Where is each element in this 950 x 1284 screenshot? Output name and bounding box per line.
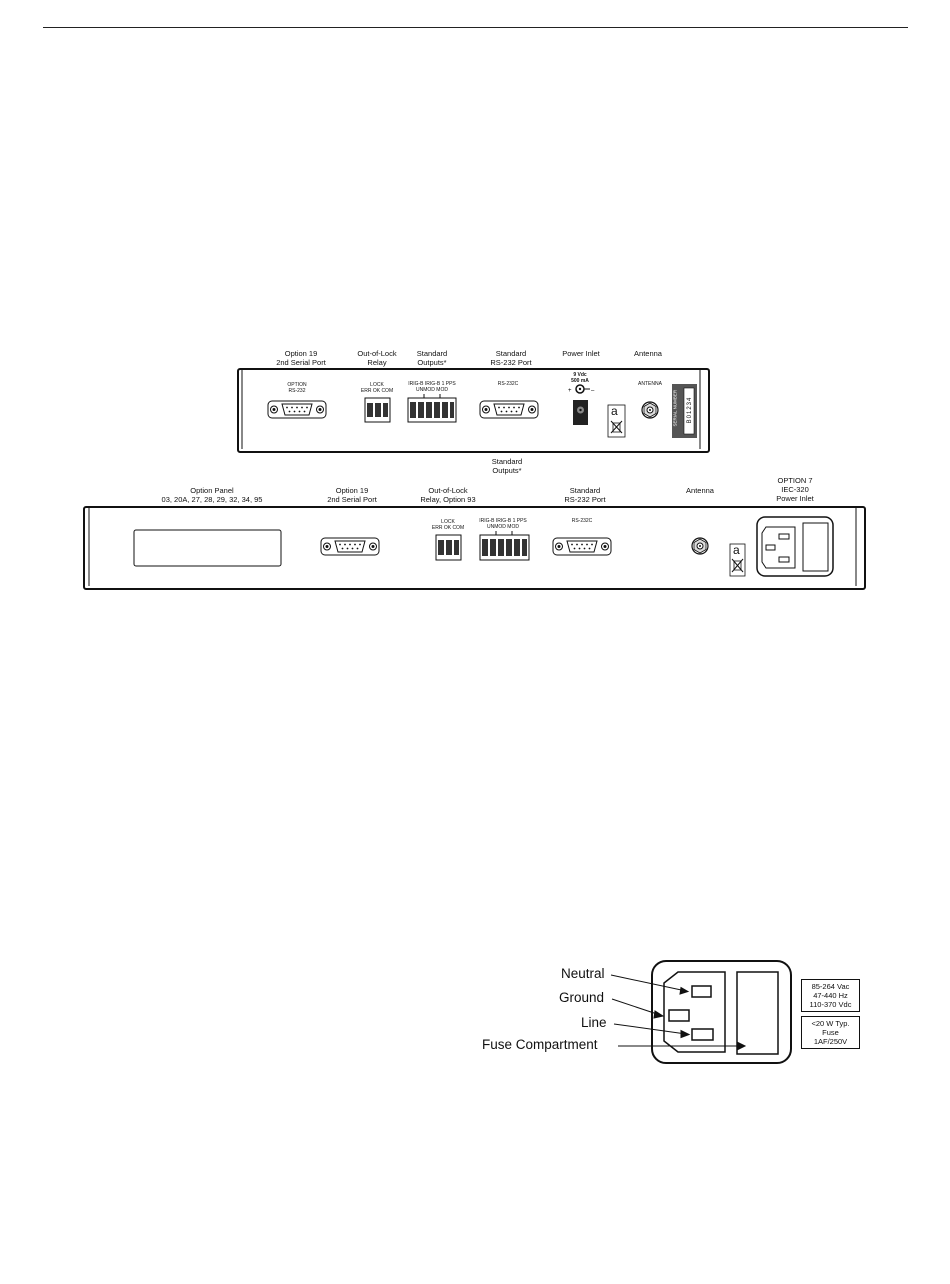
relay-terminal-block	[365, 398, 390, 422]
fuse-box: <20 W Typ. Fuse 1AF/250V	[801, 1016, 860, 1049]
label-option19: Option 19 2nd Serial Port	[276, 349, 326, 367]
silk-rs232c: RS-232C	[497, 381, 519, 387]
outputs-terminal-block	[480, 531, 529, 560]
label-antenna: Antenna	[634, 349, 662, 358]
neutral-pin	[692, 986, 711, 997]
label-option-panel: Option Panel 03, 20A, 27, 28, 29, 32, 34, 95	[161, 486, 263, 504]
callout-line: Line	[581, 1015, 607, 1030]
rs232-db9-connector	[553, 538, 611, 555]
label-outputs: Standard Outputs*	[416, 349, 448, 367]
silk-irig: IRIG-B IRIG-B 1 PPS UNMOD MOD	[479, 518, 527, 530]
ground-pin	[669, 1010, 689, 1021]
weee-mark-a: a	[611, 404, 618, 418]
dc-power-jack	[568, 385, 595, 425]
label-option19: Option 19 2nd Serial Port	[327, 486, 377, 504]
line-pin	[692, 1029, 713, 1040]
option19-db9-connector	[321, 538, 379, 555]
silk-antenna: ANTENNA	[638, 381, 662, 387]
silk-rs232c: RS-232C	[571, 518, 593, 524]
label-relay: Out-of-Lock Relay, Option 93	[420, 486, 476, 504]
callout-neutral: Neutral	[561, 966, 605, 981]
silk-irig: IRIG-B IRIG-B 1 PPS UNMOD MOD	[408, 381, 456, 393]
label-antenna: Antenna	[686, 486, 714, 495]
iec320-power-inlet	[757, 517, 833, 576]
silk-lock: LOCK ERR OK COM	[431, 519, 465, 531]
inlet-detail-drawing	[652, 961, 791, 1063]
label-rs232: Standard RS-232 Port	[490, 349, 532, 367]
relay-terminal-block	[436, 535, 461, 560]
label-power-inlet: Power Inlet	[562, 349, 600, 358]
serial-number-value: B01234	[687, 396, 693, 424]
outputs-terminal-block	[408, 394, 456, 422]
label-option7: OPTION 7 IEC-320 Power Inlet	[776, 476, 814, 503]
fuse-compartment	[737, 972, 778, 1054]
label-rs232: Standard RS-232 Port	[564, 486, 606, 504]
label-relay: Out-of-Lock Relay	[357, 349, 397, 367]
silk-option-rs232: OPTION RS-232	[287, 382, 307, 394]
antenna-connector	[692, 538, 708, 554]
option-db9-connector	[268, 401, 326, 418]
weee-mark-b: a	[733, 543, 740, 557]
label-outputs: Standard Outputs*	[491, 457, 523, 475]
silk-lock: LOCK ERR OK COM	[360, 382, 394, 394]
rs232-db9-connector	[480, 401, 538, 418]
rating-box: 85-264 Vac 47-440 Hz 110-370 Vdc	[801, 979, 860, 1012]
antenna-connector	[642, 402, 658, 418]
serial-number-label: SERIAL NUMBER	[672, 389, 678, 427]
svg-text:+: +	[568, 388, 572, 394]
callout-fuse-compartment: Fuse Compartment	[482, 1037, 598, 1052]
callout-ground: Ground	[559, 990, 605, 1005]
silk-dc-rating: 9 Vdc 500 mA	[571, 372, 589, 384]
option-panel-blank	[134, 530, 281, 566]
svg-text:–: –	[591, 388, 595, 394]
